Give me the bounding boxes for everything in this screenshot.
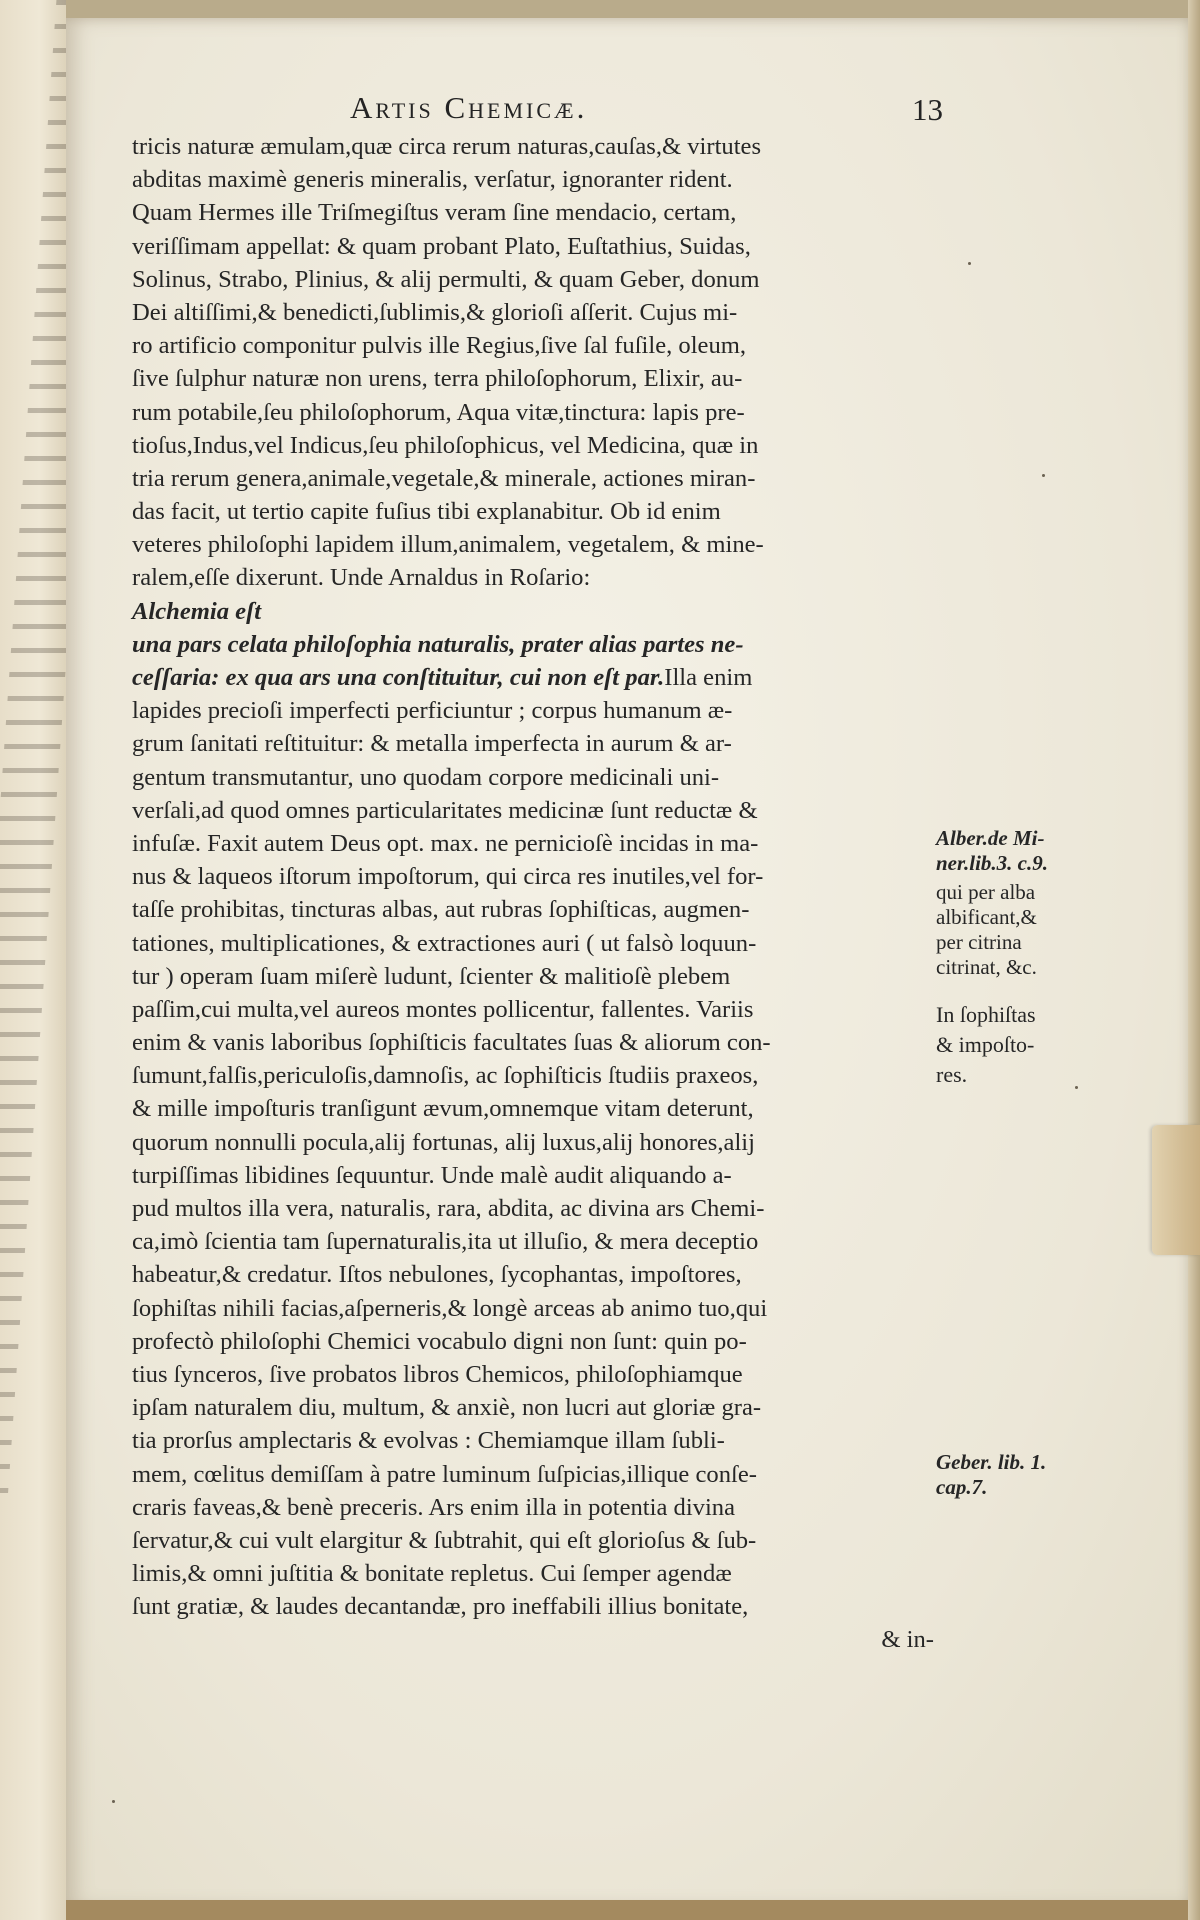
margin-note-line: & impoſto- [936, 1032, 1035, 1057]
margin-note-line: Geber. lib. 1. [936, 1450, 1047, 1474]
text-line: limis,& omni juſtitia & bonitate repletus. Cui ſemper agendæ [132, 1560, 732, 1588]
text-line: ca,imò ſcientia tam ſupernaturalis,ita ut illuſio, & mera deceptio [132, 1228, 759, 1256]
page-number: 13 [912, 92, 943, 127]
text-line: tria rerum genera,animale,vegetale,& minerale, actiones miran- [132, 464, 756, 492]
text-line: tius ſynceros, ſive probatos libros Chemicos, philoſophiamque [132, 1360, 743, 1388]
margin-note-line: qui per alba [936, 880, 1036, 904]
text-line: veriſſimam appellat: & quam probant Plato, Euſtathius, Suidas, [132, 232, 751, 260]
text-line: rum potabile,ſeu philoſophorum, Aqua vitæ,tinctura: lapis pre- [132, 398, 745, 426]
margin-note-line: In ſophiſtas [936, 1002, 1036, 1027]
main-text [132, 130, 944, 1657]
text-line: tia prorſus amplectaris & evolvas : Chemiamque illam ſubli- [132, 1427, 725, 1455]
margin-note-alber [936, 826, 1106, 876]
text-line: enim & vanis laboribus ſophiſticis facultates ſuas & aliorum con- [132, 1029, 771, 1057]
text-line: grum ſanitati reſtituitur: & metalla imperfecta in aurum & ar- [132, 730, 732, 758]
text-line: tationes, multiplicationes, & extractiones auri ( ut falsò loquun- [132, 929, 757, 957]
margin-note-geber [936, 1450, 1106, 1500]
text-line: turpiſſimas libidines ſequuntur. Unde malè audit aliquando a- [132, 1161, 732, 1189]
text-line: Quam Hermes ille Triſmegiſtus veram ſine mendacio, certam, [132, 199, 737, 227]
text-line: mem, cœlitus demiſſam à patre luminum ſuſpicias,illique conſe- [132, 1460, 757, 1488]
margin-note-line: cap.7. [936, 1475, 988, 1499]
text-line: ralem,eſſe dixerunt. Unde Arnaldus in Roſario: [132, 564, 591, 592]
text-line: ſervatur,& cui vult elargitur & ſubtrahit, qui eſt glorioſus & ſub- [132, 1526, 757, 1554]
text-line: lapides precioſi imperfecti perficiuntur ; corpus humanum æ- [132, 697, 733, 725]
text-line: Solinus, Strabo, Plinius, & alij permulti, & quam Geber, donum [132, 265, 760, 293]
text-line: nus & laqueos iſtorum impoſtorum, qui circa res inutiles,vel for- [132, 863, 764, 891]
text-line: craris faveas,& benè preceris. Ars enim illa in potentia divina [132, 1493, 736, 1521]
text-line: profectò philoſophi Chemici vocabulo digni non ſunt: quin po- [132, 1327, 747, 1355]
paper-speck [112, 1800, 115, 1803]
text-line: paſſim,cui multa,vel aureos montes pollicentur, fallentes. Variis [132, 995, 754, 1023]
text-line: verſali,ad quod omnes particularitates medicinæ ſunt reductæ & [132, 796, 758, 824]
text-line: quorum nonnulli pocula,alij fortunas, alij luxus,alij honores,alij [132, 1128, 755, 1156]
text-line: veteres philoſophi lapidem illum,animalem, vegetalem, & mine- [132, 531, 764, 559]
italic-quote: una pars celata philoſophia naturalis, prater alias partes ne- [132, 630, 744, 658]
text-line: & mille impoſturis tranſigunt ævum,omnemque vitam deterunt, [132, 1095, 754, 1123]
text-line: ro artificio componitur pulvis ille Regius,ſive ſal fuſile, oleum, [132, 332, 747, 360]
text-line: tur ) operam ſuam miſerè ludunt, ſcienter & malitioſè plebem [132, 962, 731, 990]
text-line: ipſam naturalem diu, multum, & anxiè, non lucri aut gloriæ gra- [132, 1394, 762, 1422]
text-line: taſſe prohibitas, tincturas albas, aut rubras ſophiſticas, augmen- [132, 896, 750, 924]
italic-quote: Alchemia eſt [132, 597, 262, 625]
margin-note-alba [936, 880, 1106, 980]
text-line: ſive ſulphur naturæ non urens, terra philoſophorum, Elixir, au- [132, 365, 743, 393]
text-line: pud multos illa vera, naturalis, rara, abdita, ac divina ars Chemi- [132, 1195, 765, 1222]
text-line: ſunt gratiæ, & laudes decantandæ, pro ineffabili illius bonitate, [132, 1593, 749, 1621]
text-span: Illa enim [664, 664, 753, 691]
page-right-edge [1188, 0, 1200, 1920]
catchword: & in- [881, 1626, 934, 1654]
text-line: abditas maximè generis mineralis, verſatur, ignoranter rident. [132, 166, 733, 194]
text-line: infuſæ. Faxit autem Deus opt. max. ne pernicioſè incidas in ma- [132, 829, 759, 857]
text-line: Dei altiſſimi,& benedicti,ſublimis,& glorioſi aſſerit. Cujus mi- [132, 298, 738, 326]
text-line: gentum transmutantur, uno quodam corpore medicinali uni- [132, 763, 720, 791]
text-line [132, 595, 944, 628]
page-tab [1152, 1125, 1200, 1255]
paper-speck [968, 262, 971, 265]
text-line [132, 628, 944, 661]
text-line: ſumunt,falſis,periculoſis,damnoſis, ac ſophiſticis ſtudiis praxeos, [132, 1062, 759, 1090]
paper-speck [1042, 474, 1045, 477]
text-line: habeatur,& credatur. Iſtos nebulones, ſycophantas, impoſtores, [132, 1261, 742, 1289]
running-title: Artis Chemicæ. [350, 90, 588, 125]
margin-note-line: res. [936, 1062, 968, 1087]
margin-note-line: Alber.de Mi- [936, 826, 1045, 850]
text-line: tioſus,Indus,vel Indicus,ſeu philoſophicus, vel Medicina, quæ in [132, 431, 759, 459]
margin-note-line: ner.lib.3. c.9. [936, 851, 1049, 875]
text-line: ſophiſtas nihili facias,aſperneris,& longè arceas ab animo tuo,qui [132, 1294, 768, 1322]
paper-speck [1075, 1086, 1078, 1089]
margin-note-line: albificant,& [936, 905, 1037, 929]
previous-page-edge [0, 0, 66, 1920]
margin-note-line: per citrina [936, 930, 1022, 954]
margin-note-line: citrinat, &c. [936, 955, 1037, 979]
margin-note-sophistas [936, 1000, 1106, 1090]
text-line [132, 661, 944, 694]
italic-quote: ceſſaria: ex qua ars una conſtituitur, cui non eſt par. [132, 664, 665, 691]
text-line: tricis naturæ æmulam,quæ circa rerum naturas,cauſas,& virtutes [132, 133, 762, 160]
text-line: das facit, ut tertio capite fuſius tibi explanabitur. Ob id enim [132, 498, 721, 526]
page-bottom-edge [66, 1900, 1200, 1920]
